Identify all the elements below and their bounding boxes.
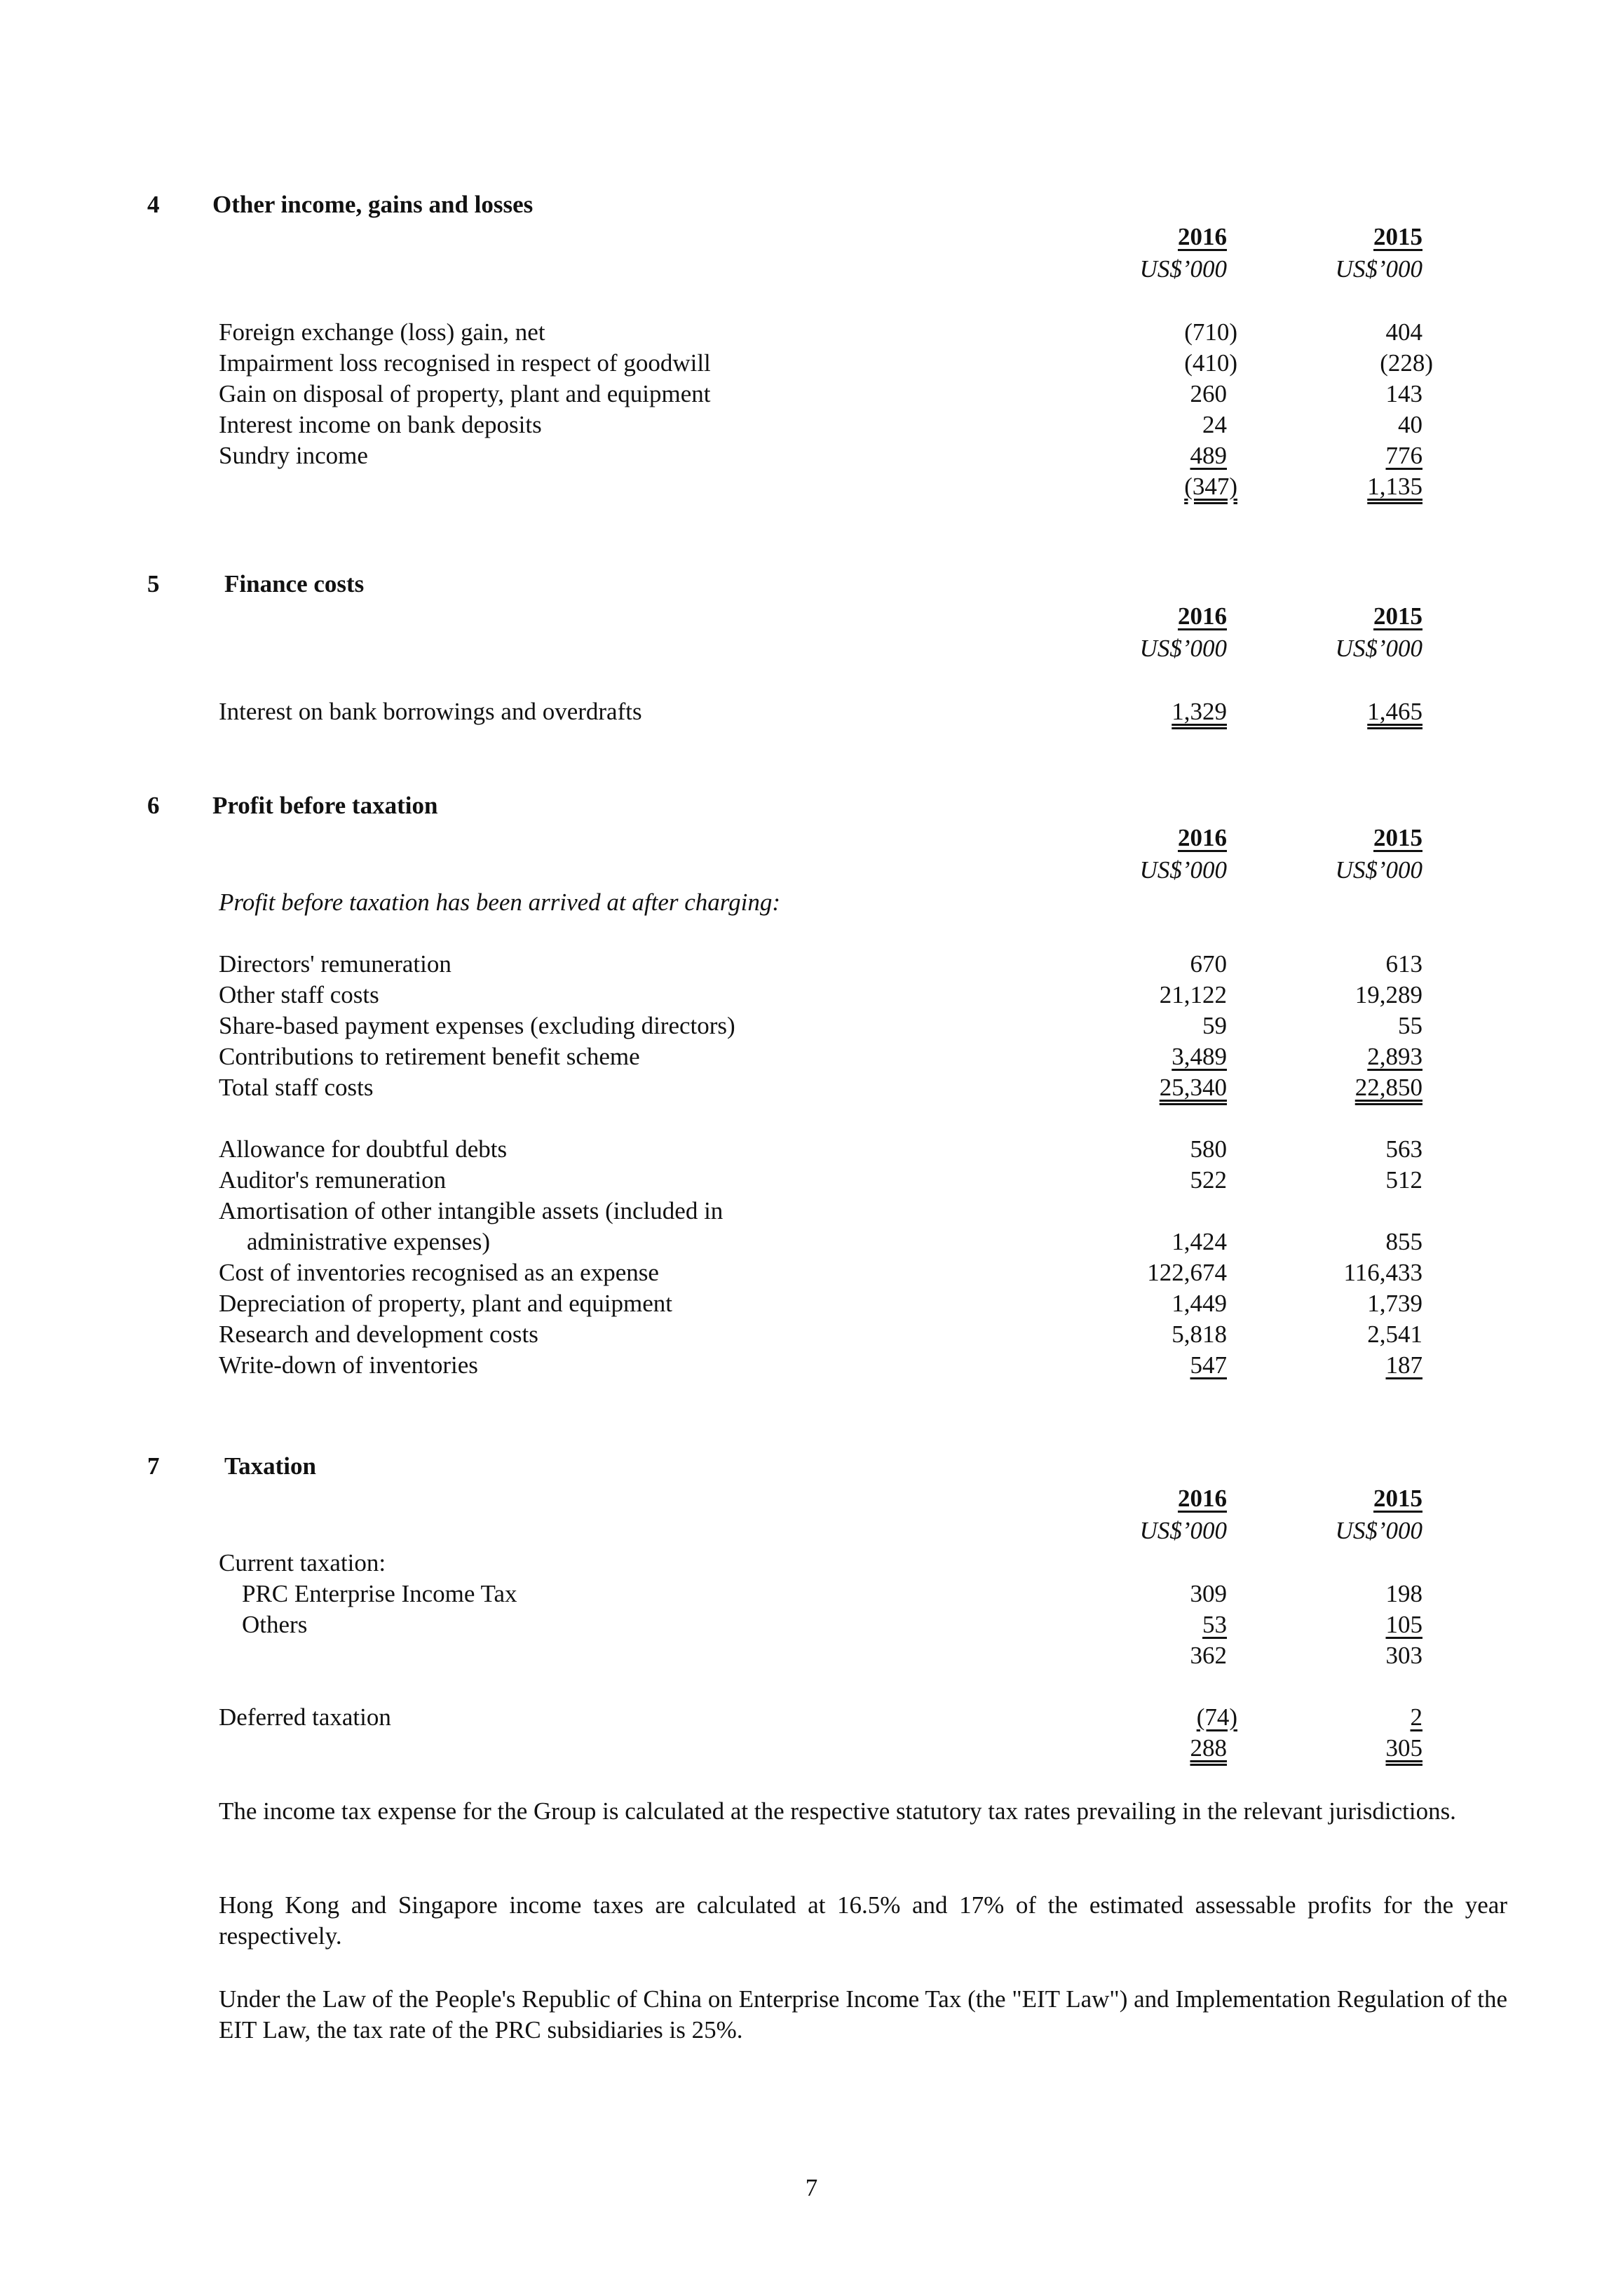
table-row [0, 980, 1623, 1011]
row-label: Share-based payment expenses (excluding directors) [219, 1012, 735, 1039]
value-2015: 1,465 [1367, 698, 1422, 725]
table-row [0, 1134, 1623, 1165]
value-2016: 489 [1190, 442, 1227, 469]
value-2016: 53 [1202, 1611, 1227, 1638]
section-title: Other income, gains and losses [212, 191, 534, 218]
row-label: Foreign exchange (loss) gain, net [219, 318, 545, 346]
value-2015: 1,739 [1367, 1290, 1422, 1317]
total-2015: 305 [1385, 1734, 1422, 1762]
table-row [0, 1227, 1623, 1257]
year-2015: 2015 [1373, 602, 1422, 630]
value-2015: 2,541 [1367, 1321, 1422, 1348]
row-label: PRC Enterprise Income Tax [242, 1580, 517, 1607]
paragraph-eit-law: Under the Law of the People's Republic of China on Enterprise Income Tax (the "EIT Law") and Implementation Regulation of the EIT Law, the tax rate of the PRC subsidiaries is 25%. [219, 1985, 1507, 2044]
table-row [0, 379, 1623, 410]
value-2015: 40 [1398, 411, 1422, 438]
row-label: Depreciation of property, plant and equipment [219, 1290, 672, 1317]
row-label: Other staff costs [219, 981, 379, 1008]
total-row [0, 471, 1623, 502]
section-number: 7 [147, 1452, 160, 1480]
column-header-units [0, 855, 1623, 886]
table-row [0, 1288, 1623, 1319]
row-label: Allowance for doubtful debts [219, 1135, 508, 1163]
column-header-units [0, 633, 1623, 664]
row-label: Deferred taxation [219, 1703, 391, 1731]
table-row [0, 348, 1623, 379]
value-2015: 22,850 [1354, 1074, 1422, 1101]
year-2015: 2015 [1373, 824, 1422, 851]
table-row [0, 696, 1623, 727]
subtotal-row [0, 1640, 1623, 1671]
value-2015: 404 [1385, 318, 1422, 346]
row-label: Research and development costs [219, 1321, 538, 1348]
table-row [0, 1319, 1623, 1350]
value-2015: 187 [1385, 1351, 1422, 1379]
year-2015: 2015 [1373, 1485, 1422, 1512]
value-2016: (410) [1184, 349, 1237, 377]
value-2016: 5,818 [1172, 1321, 1227, 1348]
unit-2015: US$’000 [1335, 255, 1422, 283]
column-header-units [0, 1515, 1623, 1546]
section-intro [0, 887, 1623, 918]
value-2016: 1,424 [1172, 1228, 1227, 1255]
table-row [0, 1072, 1623, 1103]
column-header-years [0, 1483, 1623, 1514]
table-row [0, 1548, 1623, 1579]
value-2016: 24 [1202, 411, 1227, 438]
table-row [0, 1609, 1623, 1640]
table-row [0, 1257, 1623, 1288]
table-row [0, 1041, 1623, 1072]
value-2016: 522 [1190, 1166, 1227, 1194]
year-2016: 2016 [1178, 824, 1227, 851]
table-row [0, 440, 1623, 471]
row-label: Directors' remuneration [219, 950, 451, 978]
value-2016: 25,340 [1159, 1074, 1227, 1101]
section-title: Profit before taxation [212, 792, 438, 819]
value-2015: (228) [1380, 349, 1433, 377]
value-2016: 1,449 [1172, 1290, 1227, 1317]
unit-2016: US$’000 [1139, 856, 1227, 884]
table-row [0, 1011, 1623, 1041]
section-title: Taxation [224, 1452, 316, 1480]
row-label: Interest income on bank deposits [219, 411, 542, 438]
value-2015: 19,289 [1354, 981, 1422, 1008]
value-2016: (710) [1184, 318, 1237, 346]
table-row [0, 1350, 1623, 1381]
year-2016: 2016 [1178, 1485, 1227, 1512]
value-2016: 260 [1190, 380, 1227, 407]
unit-2016: US$’000 [1139, 255, 1227, 283]
row-label: Impairment loss recognised in respect of goodwill [219, 349, 711, 377]
year-2016: 2016 [1178, 223, 1227, 250]
unit-2016: US$’000 [1139, 1517, 1227, 1544]
value-2016: 670 [1190, 950, 1227, 978]
column-header-years [0, 601, 1623, 632]
value-2015: 512 [1385, 1166, 1422, 1194]
row-label: Write-down of inventories [219, 1351, 478, 1379]
unit-2015: US$’000 [1335, 635, 1422, 662]
section-number: 4 [147, 191, 160, 218]
row-label: Sundry income [219, 442, 368, 469]
column-header-years [0, 222, 1623, 252]
value-2015: 613 [1385, 950, 1422, 978]
row-label: Contributions to retirement benefit scheme [219, 1043, 640, 1070]
intro-text: Profit before taxation has been arrived at after charging: [219, 889, 780, 916]
value-2015: 776 [1385, 442, 1422, 469]
total-2015: 1,135 [1367, 473, 1422, 500]
value-2015: 116,433 [1343, 1259, 1422, 1286]
column-header-units [0, 254, 1623, 285]
row-label: Interest on bank borrowings and overdrafts [219, 698, 642, 725]
subtotal-2016: 362 [1190, 1642, 1227, 1669]
value-2016: 3,489 [1172, 1043, 1227, 1070]
row-label: Cost of inventories recognised as an expense [219, 1259, 659, 1286]
value-2016: 1,329 [1172, 698, 1227, 725]
table-row [0, 410, 1623, 440]
row-label: Gain on disposal of property, plant and equipment [219, 380, 711, 407]
year-2015: 2015 [1373, 223, 1422, 250]
unit-2016: US$’000 [1139, 635, 1227, 662]
row-label: Amortisation of other intangible assets (included in [219, 1197, 724, 1224]
value-2015: 2,893 [1367, 1043, 1422, 1070]
value-2016: 547 [1190, 1351, 1227, 1379]
section-number: 6 [147, 792, 160, 819]
section-number: 5 [147, 570, 160, 597]
table-row [0, 1196, 1623, 1227]
value-2016: 309 [1190, 1580, 1227, 1607]
row-label: Current taxation: [219, 1549, 386, 1576]
value-2016: (74) [1196, 1703, 1237, 1731]
value-2016: 59 [1202, 1012, 1227, 1039]
value-2015: 105 [1385, 1611, 1422, 1638]
year-2016: 2016 [1178, 602, 1227, 630]
value-2015: 55 [1398, 1012, 1422, 1039]
table-row [0, 317, 1623, 348]
value-2015: 143 [1385, 380, 1422, 407]
value-2015: 563 [1385, 1135, 1422, 1163]
value-2015: 198 [1385, 1580, 1422, 1607]
page-number: 7 [805, 2174, 818, 2201]
unit-2015: US$’000 [1335, 1517, 1422, 1544]
value-2016: 21,122 [1159, 981, 1227, 1008]
table-row [0, 949, 1623, 980]
total-2016: 288 [1190, 1734, 1227, 1762]
section-title: Finance costs [224, 570, 365, 597]
value-2015: 2 [1410, 1703, 1422, 1731]
table-row [0, 1579, 1623, 1609]
value-2015: 855 [1385, 1228, 1422, 1255]
total-2016: (347) [1184, 473, 1237, 500]
row-label: Others [242, 1611, 308, 1638]
value-2016: 580 [1190, 1135, 1227, 1163]
row-label: Auditor's remuneration [219, 1166, 447, 1194]
value-2016: 122,674 [1147, 1259, 1227, 1286]
table-row [0, 1165, 1623, 1196]
unit-2015: US$’000 [1335, 856, 1422, 884]
subtotal-2015: 303 [1385, 1642, 1422, 1669]
column-header-years [0, 823, 1623, 853]
row-label: administrative expenses) [247, 1228, 490, 1255]
row-label: Total staff costs [219, 1074, 374, 1101]
total-row [0, 1733, 1623, 1764]
table-row [0, 1702, 1623, 1733]
paragraph-tax-rates: The income tax expense for the Group is calculated at the respective statutory tax rates prevailing in the relevant jurisdictions. [219, 1797, 1456, 1825]
paragraph-hk-singapore: Hong Kong and Singapore income taxes are calculated at 16.5% and 17% of the estimated assessable profits for the year respectively. [219, 1891, 1507, 1950]
